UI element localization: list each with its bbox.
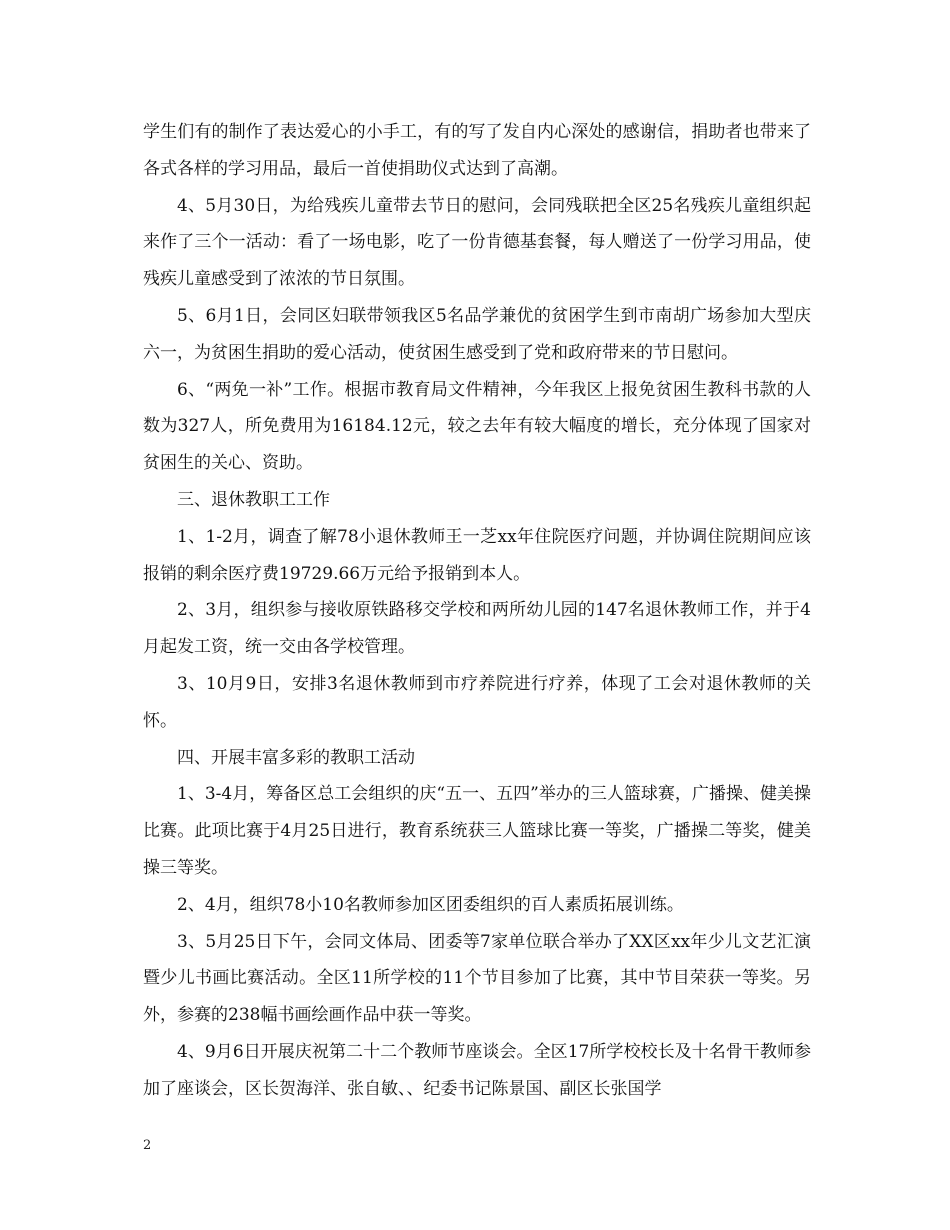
paragraph: 6、“两免一补”工作。根据市教育局文件精神，今年我区上报免贫困生教科书款的人数为327人，所免费用为16184.12元，较之去年有较大幅度的增长，充分体现了国家对贫困生的关心、资助。 (143, 379, 811, 474)
paragraph: 学生们有的制作了表达爱心的小手工，有的写了发自内心深处的感谢信，捐助者也带来了各式各样的学习用品，最后一首使捐助仪式达到了高潮。 (143, 122, 811, 179)
section-heading: 三、退休教职工工作 (177, 489, 330, 510)
paragraph: 2、4月，组织78小10名教师参加区团委组织的百人素质拓展训练。 (177, 894, 684, 915)
paragraph: 4、9月6日开展庆祝第二十二个教师节座谈会。全区17所学校校长及十名骨干教师参加了座谈会，区长贺海洋、张自敏、、纪委书记陈景国、副区长张国学 (143, 1041, 811, 1099)
paragraph: 4、5月30日，为给残疾儿童带去节日的慰问，会同残联把全区25名残疾儿童组织起来作了三个一活动：看了一场电影，吃了一份肯德基套餐，每人赠送了一份学习用品，使残疾儿童感受到了浓浓的节日氛围。 (143, 195, 811, 290)
document-body (143, 114, 811, 1108)
paragraph: 3、10月9日，安排3名退休教师到市疗养院进行疗养，体现了工会对退休教师的关怀。 (143, 673, 811, 731)
paragraph: 3、5月25日下午，会同文体局、团委等7家单位联合举办了XX区xx年少儿文艺汇演暨少儿书画比赛活动。全区11所学校的11个节目参加了比赛，其中节目荣获一等奖。另外，参赛的238幅书画绘画作品中获一等奖。 (143, 931, 811, 1026)
paragraph: 1、3-4月，筹备区总工会组织的庆“五一、五四”举办的三人篮球赛，广播操、健美操比赛。此项比赛于4月25日进行，教育系统获三人篮球比赛一等奖，广播操二等奖，健美操三等奖。 (143, 784, 811, 878)
section-heading: 四、开展丰富多彩的教职工活动 (177, 747, 415, 768)
paragraph: 5、6月1日，会同区妇联带领我区5名品学兼优的贫困学生到市南胡广场参加大型庆六一，为贫困生捐助的爱心活动，使贫困生感受到了党和政府带来的节日慰问。 (143, 305, 811, 363)
paragraph: 2、3月，组织参与接收原铁路移交学校和两所幼儿园的147名退休教师工作，并于4月起发工资，统一交由各学校管理。 (143, 600, 811, 658)
page-number: 2 (143, 1138, 152, 1153)
paragraph: 1、1-2月，调查了解78小退休教师王一芝xx年住院医疗问题，并协调住院期间应该报销的剩余医疗费19729.66万元给予报销到本人。 (143, 526, 811, 584)
